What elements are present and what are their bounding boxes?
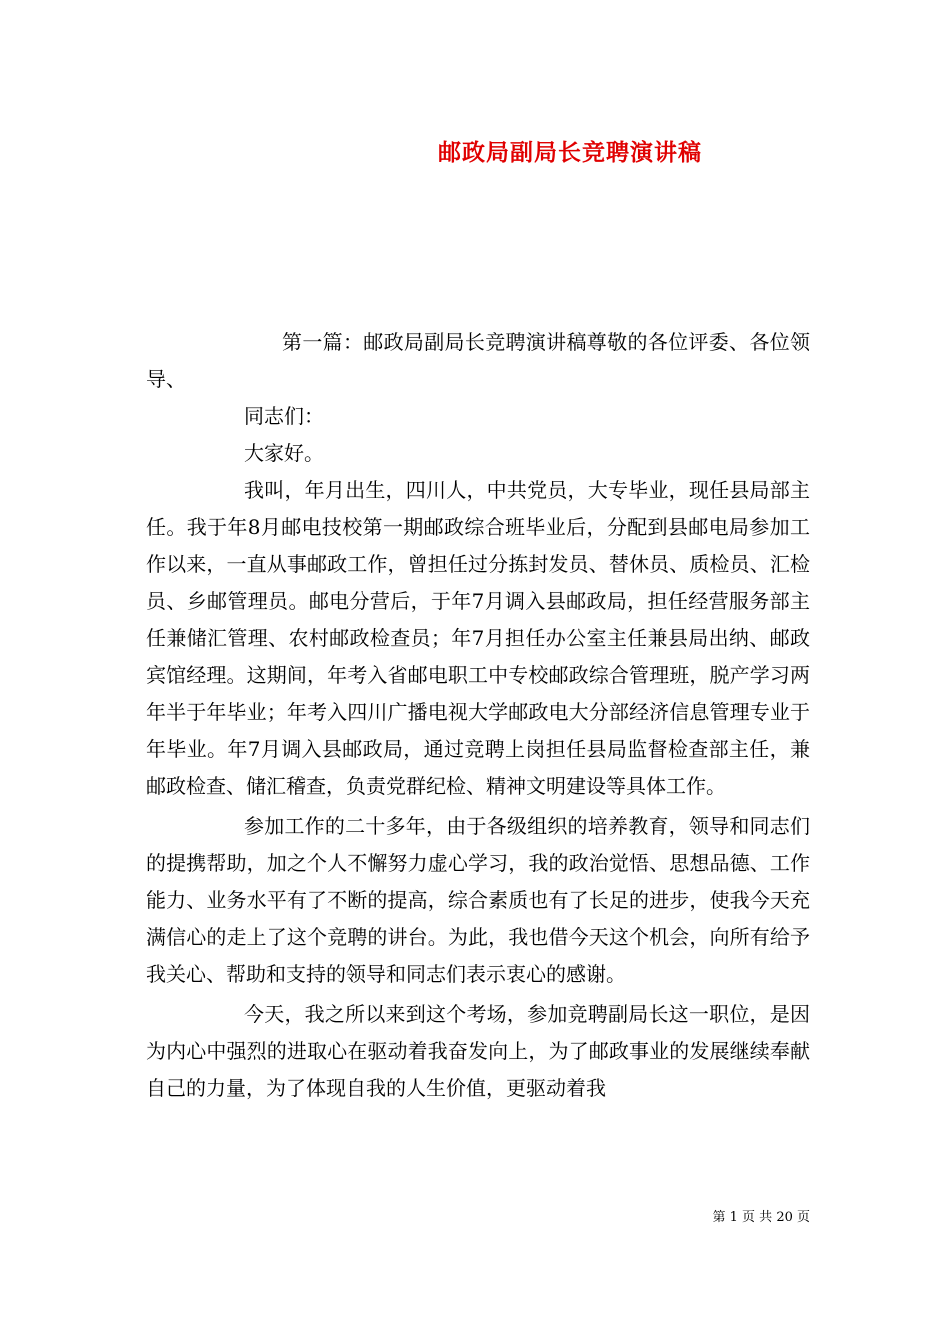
document-body [146,324,810,1107]
paragraph-salutation: 同志们： [244,404,324,428]
paragraph-opening: 第一篇：邮政局副局长竞聘演讲稿尊敬的各位评委、各位领导、 [146,330,810,391]
paragraph-motivation: 今天，我之所以来到这个考场，参加竞聘副局长这一职位，是因为内心中强烈的进取心在驱动着我奋发向上，为了邮政事业的发展继续奉献自己的力量，为了体现自我的人生价值，更驱动着我 [146,1002,810,1100]
paragraph-greeting: 大家好。 [244,441,324,465]
document-title: 邮政局副局长竞聘演讲稿 [438,139,702,166]
paragraph-introduction: 我叫，年月出生，四川人，中共党员，大专毕业，现任县局部主任。我于年8月邮电技校第一期邮政综合班毕业后，分配到县邮电局参加工作以来，一直从事邮政工作，曾担任过分拣封发员、替休员、质检员、汇检员、乡邮管理员。邮电分营后，于年7月调入县邮政局，担任经营服务部主任兼储汇管理、农村邮政检查员；年7月担任办公室主任兼县局出纳、邮政宾馆经理。这期间，年考入省邮电职工中专校邮政综合管理班，脱产学习两年半于年毕业；年考入四川广播电视大学邮政电大分部经济信息管理专业于年毕业。年7月调入县邮政局，通过竞聘上岗担任县局监督检查部主任，兼邮政检查、储汇稽查，负责党群纪检、精神文明建设等具体工作。 [146,478,810,798]
page-number: 第 1 页 共 20 页 [712,1210,810,1225]
paragraph-experience: 参加工作的二十多年，由于各级组织的培养教育，领导和同志们的提携帮助，加之个人不懈努力虚心学习，我的政治觉悟、思想品德、工作能力、业务水平有了不断的提高，综合素质也有了长足的进步，使我今天充满信心的走上了这个竞聘的讲台。为此，我也借今天这个机会，向所有给予我关心、帮助和支持的领导和同志们表示衷心的感谢。 [146,814,810,986]
